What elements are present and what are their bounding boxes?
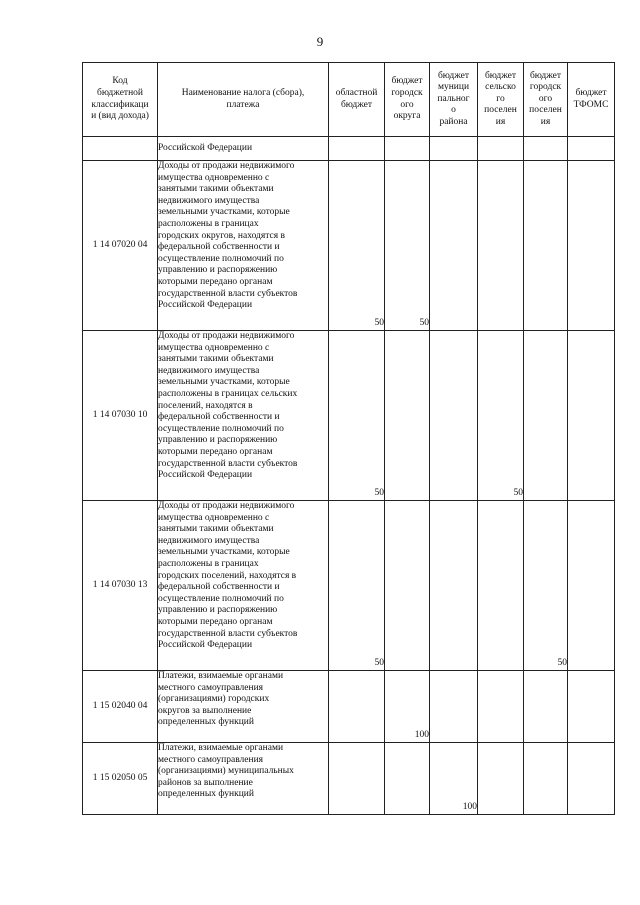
- row-name: Российской Федерации: [158, 137, 329, 161]
- header-tfoms-budget: бюджет ТФОМС: [568, 63, 615, 137]
- value-city-district: [385, 501, 430, 671]
- value-city-district: 50: [385, 161, 430, 331]
- value-regional: [329, 671, 385, 743]
- row-code: 1 14 07020 04: [83, 161, 158, 331]
- value-municipal-district: [430, 501, 478, 671]
- page-number: 9: [316, 34, 324, 49]
- value-urban-settlement: [524, 743, 568, 815]
- value-rural-settlement: [478, 671, 524, 743]
- value-rural-settlement: [478, 137, 524, 161]
- value-regional: [329, 137, 385, 161]
- value-city-district: [385, 137, 430, 161]
- value-rural-settlement: 50: [478, 331, 524, 501]
- value-regional: 50: [329, 161, 385, 331]
- value-tfoms: [568, 161, 615, 331]
- header-row: [83, 63, 615, 137]
- row-name: Платежи, взимаемые органами местного самоуправления (организациями) муниципальных районов за выполнение определенных функций: [158, 743, 329, 815]
- value-tfoms: [568, 137, 615, 161]
- value-urban-settlement: [524, 331, 568, 501]
- row-name: Доходы от продажи недвижимого имущества одновременно с занятыми такими объектами недвижимого имущества земельными участками, которые расположены в границах городских округов, находятся в федеральной собственности и осуществление полномочий по управлению и распоряжению которыми передано органам государственной власти субъектов Российской Федерации: [158, 161, 329, 331]
- header-name: Наименование налога (сбора), платежа: [158, 63, 329, 137]
- row-code: 1 15 02040 04: [83, 671, 158, 743]
- header-code: Код бюджетной классификаци и (вид дохода): [83, 63, 158, 137]
- table-row: [83, 671, 615, 743]
- value-regional: 50: [329, 331, 385, 501]
- table-row: [83, 137, 615, 161]
- value-city-district: 100: [385, 671, 430, 743]
- value-urban-settlement: [524, 161, 568, 331]
- table-row: [83, 743, 615, 815]
- header-rural-settlement-budget: бюджет сельско го поселен ия: [478, 63, 524, 137]
- table-row: [83, 501, 615, 671]
- value-municipal-district: [430, 671, 478, 743]
- value-regional: 50: [329, 501, 385, 671]
- row-code: 1 14 07030 10: [83, 331, 158, 501]
- row-name: Платежи, взимаемые органами местного самоуправления (организациями) городских округов за выполнение определенных функций: [158, 671, 329, 743]
- value-urban-settlement: [524, 671, 568, 743]
- value-rural-settlement: [478, 501, 524, 671]
- value-regional: [329, 743, 385, 815]
- value-municipal-district: [430, 331, 478, 501]
- budget-revenue-table: [82, 62, 615, 815]
- value-city-district: [385, 331, 430, 501]
- value-city-district: [385, 743, 430, 815]
- value-tfoms: [568, 501, 615, 671]
- value-tfoms: [568, 331, 615, 501]
- header-urban-settlement-budget: бюджет городск ого поселен ия: [524, 63, 568, 137]
- header-city-district-budget: бюджет городск ого округа: [385, 63, 430, 137]
- row-name: Доходы от продажи недвижимого имущества одновременно с занятыми такими объектами недвижимого имущества земельными участками, которые расположены в границах сельских поселений, находятся в федеральной собственности и осуществление полномочий по управлению и распоряжению которыми передано органам государственной власти субъектов Российской Федерации: [158, 331, 329, 501]
- row-name: Доходы от продажи недвижимого имущества одновременно с занятыми такими объектами недвижимого имущества земельными участками, которые расположены в границах городских поселений, находятся в федеральной собственности и осуществление полномочий по управлению и распоряжению которыми передано органам государственной власти субъектов Российской Федерации: [158, 501, 329, 671]
- header-regional-budget: областной бюджет: [329, 63, 385, 137]
- value-rural-settlement: [478, 743, 524, 815]
- value-urban-settlement: 50: [524, 501, 568, 671]
- value-tfoms: [568, 671, 615, 743]
- header-municipal-district-budget: бюджет муници пальног о района: [430, 63, 478, 137]
- value-municipal-district: [430, 161, 478, 331]
- value-tfoms: [568, 743, 615, 815]
- row-code: [83, 137, 158, 161]
- value-municipal-district: 100: [430, 743, 478, 815]
- value-urban-settlement: [524, 137, 568, 161]
- table-row: [83, 331, 615, 501]
- value-rural-settlement: [478, 161, 524, 331]
- row-code: 1 14 07030 13: [83, 501, 158, 671]
- value-municipal-district: [430, 137, 478, 161]
- row-code: 1 15 02050 05: [83, 743, 158, 815]
- table-row: [83, 161, 615, 331]
